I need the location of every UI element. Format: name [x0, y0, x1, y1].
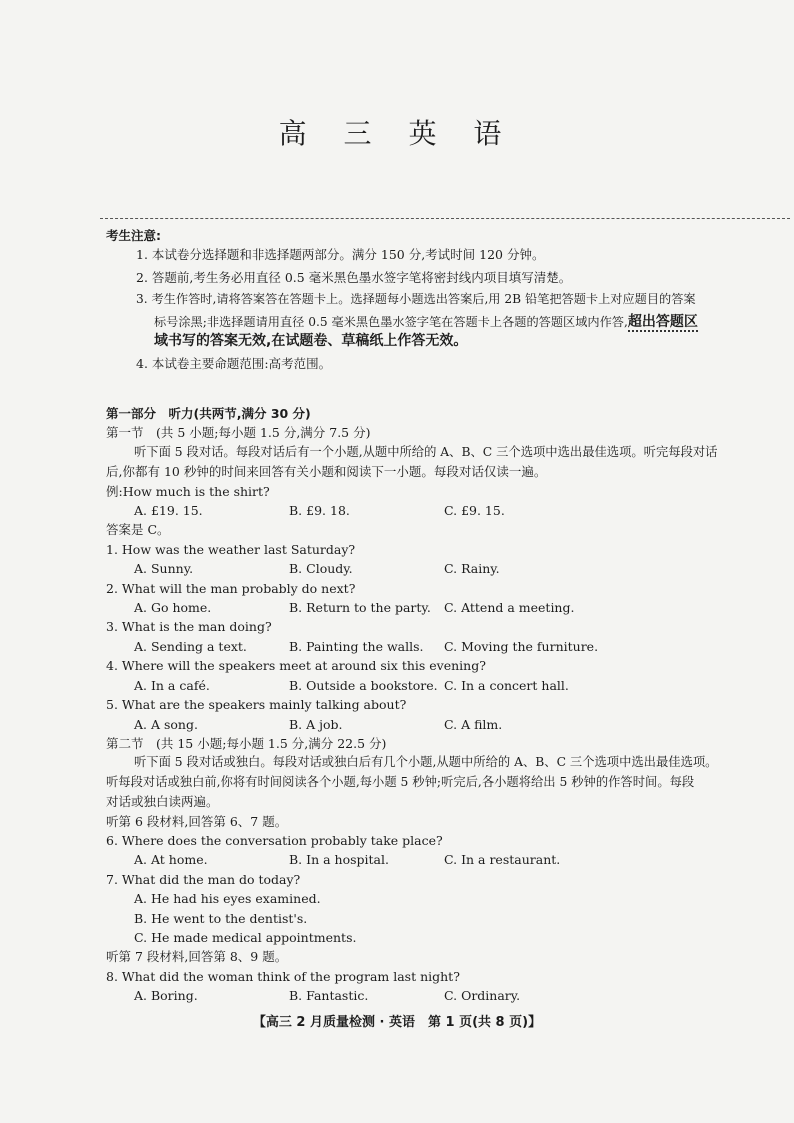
option-c: C. A film.	[444, 716, 503, 732]
option-c: C. Rainy.	[444, 561, 500, 577]
option-b: B. £9. 18.	[289, 503, 350, 519]
dashed-divider	[100, 218, 790, 219]
notice-heading: 考生注意:	[106, 228, 161, 243]
section2-instr-2: 听每段对话或独白前,你将有时间阅读各个小题,每小题 5 秒钟;听完后,各小题将给出 5 秒钟的作答时间。每段	[106, 774, 695, 789]
option-b: B. A job.	[289, 716, 343, 732]
option-a: A. A song.	[134, 716, 198, 732]
example-answer: 答案是 C。	[106, 522, 170, 538]
notice-item-4: 4. 本试卷主要命题范围:高考范围。	[136, 356, 332, 372]
section2-instr-1: 听下面 5 段对话或独白。每段对话或独白后有几个小题,从题中所给的 A、B、C 三个选项中选出最佳选项。	[134, 755, 718, 770]
option-a: A. Boring.	[134, 988, 198, 1004]
question-1-options	[106, 559, 790, 578]
example-question: 例:How much is the shirt?	[106, 483, 270, 499]
question-8: 8. What did the woman think of the program last night?	[106, 968, 460, 984]
question-2-options	[106, 598, 790, 617]
option-a: A. In a café.	[134, 677, 210, 693]
page-footer: 【高三 2 月质量检测 · 英语 第 1 页(共 8 页)】	[252, 1015, 542, 1030]
part1-block	[106, 404, 790, 1006]
option-c: C. In a concert hall.	[444, 677, 569, 693]
option-c: C. Attend a meeting.	[444, 600, 575, 616]
option-a: A. At home.	[134, 852, 208, 868]
option-c: C. £9. 15.	[444, 503, 505, 519]
question-7-option-c: C. He made medical appointments.	[134, 929, 357, 945]
section1-instr-1: 听下面 5 段对话。每段对话后有一个小题,从题中所给的 A、B、C 三个选项中选出最佳选项。听完每段对话	[134, 444, 718, 459]
question-4-options	[106, 676, 790, 695]
question-4: 4. Where will the speakers meet at around six this evening?	[106, 658, 486, 674]
question-3-options	[106, 637, 790, 656]
section1-instr-2: 后,你都有 10 秒钟的时间来回答有关小题和阅读下一小题。每段对话仅读一遍。	[106, 464, 547, 480]
material-6: 听第 6 段材料,回答第 6、7 题。	[106, 813, 288, 829]
notice-item-3-emph: 域书写的答案无效,在试题卷、草稿纸上作答无效。	[154, 333, 468, 350]
notice-item-3: 3. 考生作答时,请将答案答在答题卡上。选择题每小题选出答案后,用 2B 铅笔把答题卡上对应题目的答案	[136, 292, 696, 307]
option-c: C. Ordinary.	[444, 988, 521, 1004]
option-a: A. Go home.	[134, 600, 212, 616]
option-b: B. Outside a bookstore.	[289, 677, 438, 693]
option-a: A. Sunny.	[134, 561, 194, 577]
option-b: B. Cloudy.	[289, 561, 353, 577]
notice-item-1: 1. 本试卷分选择题和非选择题两部分。满分 150 分,考试时间 120 分钟。	[136, 247, 545, 263]
option-b: B. In a hospital.	[289, 852, 389, 868]
notice-item-3-text: 标号涂黑;非选择题请用直径 0.5 毫米黑色墨水签字笔在答题卡上各题的答题区域内作答,	[154, 314, 628, 329]
example-options	[106, 501, 790, 520]
question-5: 5. What are the speakers mainly talking about?	[106, 697, 407, 713]
question-3: 3. What is the man doing?	[106, 619, 272, 635]
section2-instr-3: 对话或独白读两遍。	[106, 794, 219, 810]
material-7: 听第 7 段材料,回答第 8、9 题。	[106, 949, 288, 965]
option-a: A. £19. 15.	[134, 503, 203, 519]
question-6: 6. Where does the conversation probably take place?	[106, 832, 443, 848]
option-b: B. Fantastic.	[289, 988, 369, 1004]
part1-heading: 第一部分 听力(共两节,满分 30 分)	[106, 406, 311, 421]
question-8-options	[106, 986, 790, 1005]
notice-block	[106, 226, 790, 374]
question-7: 7. What did the man do today?	[106, 871, 301, 887]
question-7-option-a: A. He had his eyes examined.	[134, 891, 321, 907]
section2-heading: 第二节 (共 15 小题;每小题 1.5 分,满分 22.5 分)	[106, 735, 387, 751]
notice-item-2: 2. 答题前,考生务必用直径 0.5 毫米黑色墨水签字笔将密封线内项目填写清楚。	[136, 269, 572, 285]
option-b: B. Return to the party.	[289, 600, 431, 616]
option-c: C. Moving the furniture.	[444, 638, 599, 654]
option-a: A. Sending a text.	[134, 638, 247, 654]
question-5-options	[106, 715, 790, 734]
option-c: C. In a restaurant.	[444, 852, 561, 868]
question-7-option-b: B. He went to the dentist's.	[134, 910, 308, 926]
question-2: 2. What will the man probably do next?	[106, 580, 356, 596]
notice-item-3-cont	[106, 313, 790, 332]
notice-emphasis: 超出答题区	[627, 313, 698, 330]
page-title: 高 三 英 语	[278, 117, 516, 150]
question-1: 1. How was the weather last Saturday?	[106, 541, 356, 557]
option-b: B. Painting the walls.	[289, 638, 424, 654]
section1-heading: 第一节 (共 5 小题;每小题 1.5 分,满分 7.5 分)	[106, 425, 371, 441]
question-6-options	[106, 850, 790, 869]
